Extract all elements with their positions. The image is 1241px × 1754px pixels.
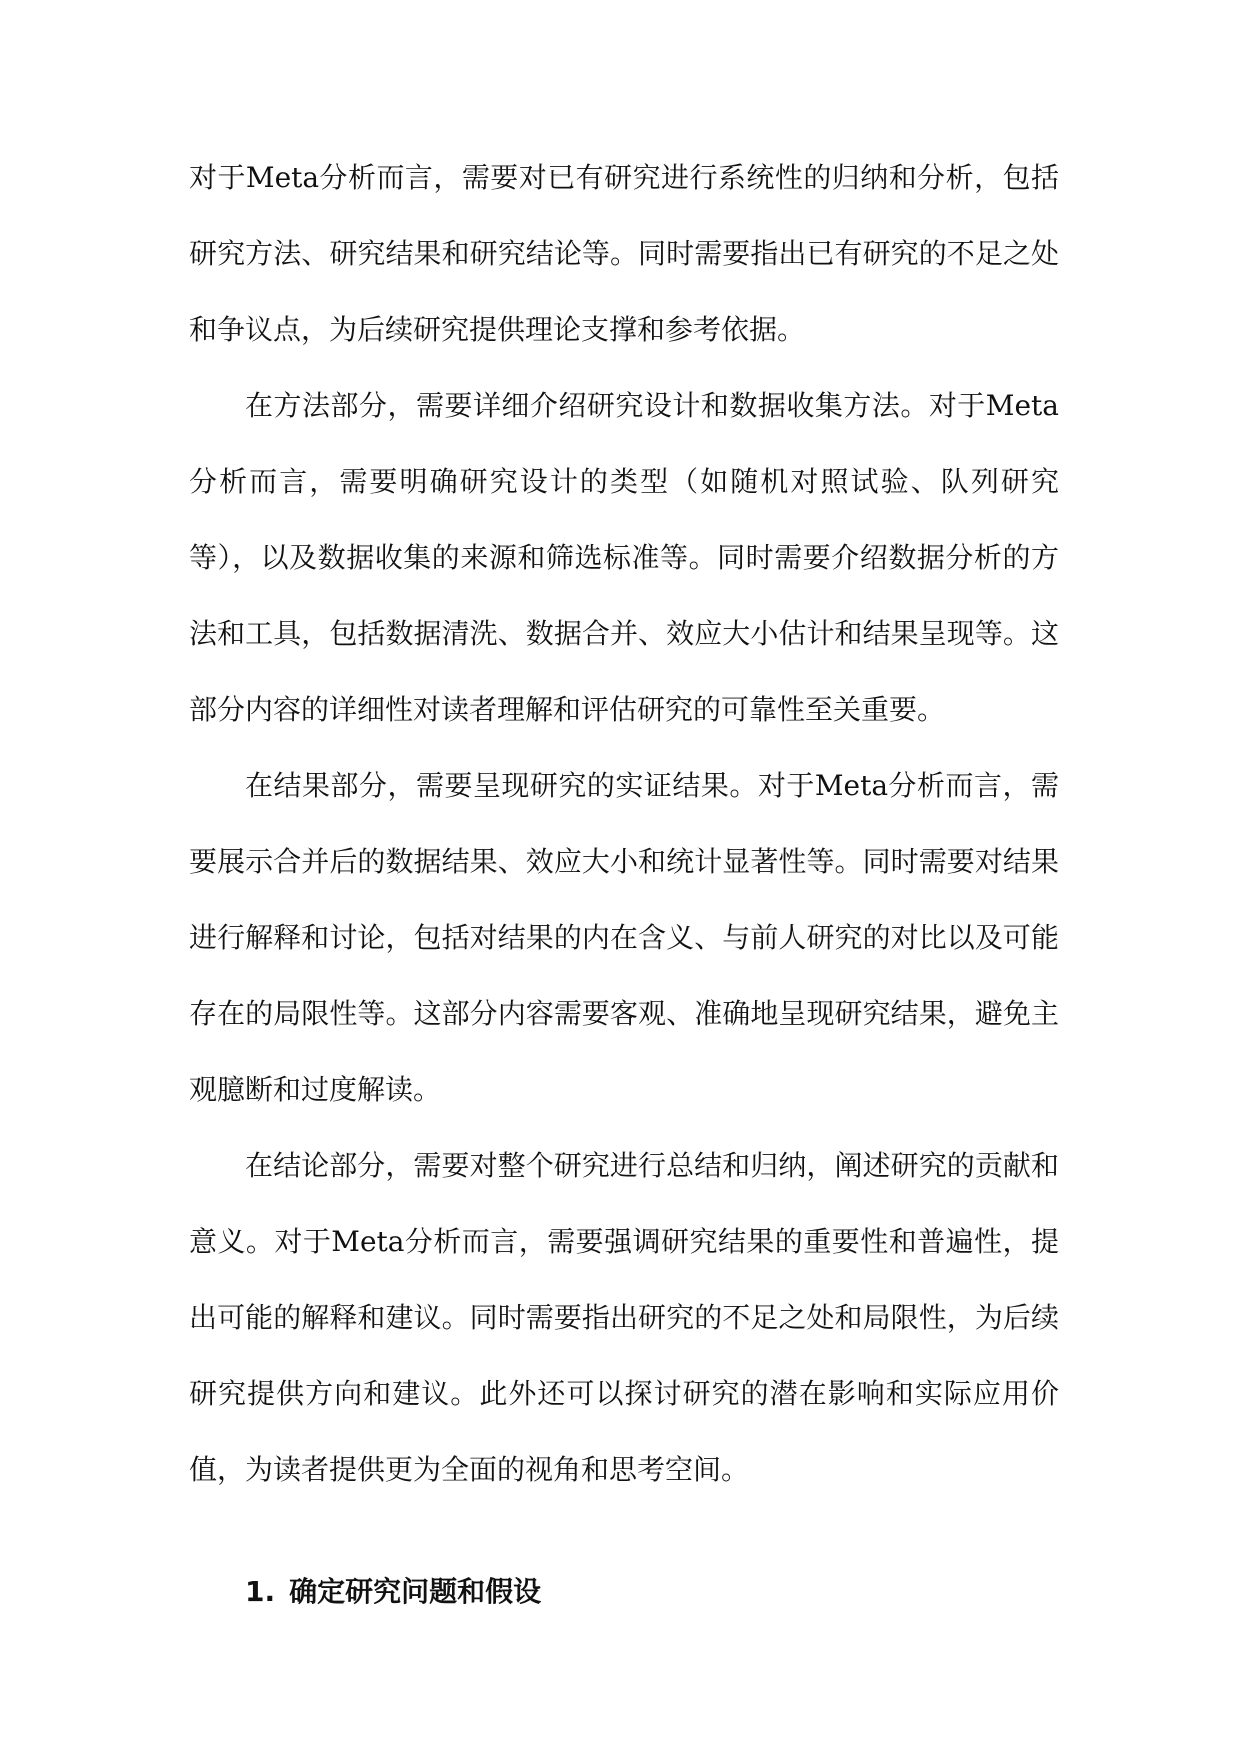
document-body (189, 140, 1059, 1630)
section-heading-text: 确定研究问题和假设 (289, 1575, 542, 1608)
section-heading-number: 1. (245, 1575, 276, 1608)
paragraph-methods: 在方法部分，需要详细介绍研究设计和数据收集方法。对于Meta分析而言，需要明确研究设计的类型（如随机对照试验、队列研究等），以及数据收集的来源和筛选标准等。同时需要介绍数据分析的方法和工具，包括数据清洗、数据合并、效应大小估计和结果呈现等。这部分内容的详细性对读者理解和评估研究的可靠性至关重要。 (189, 389, 1059, 726)
paragraph-conclusion: 在结论部分，需要对整个研究进行总结和归纳，阐述研究的贡献和意义。对于Meta分析而言，需要强调研究结果的重要性和普遍性，提出可能的解释和建议。同时需要指出研究的不足之处和局限性，为后续研究提供方向和建议。此外还可以探讨研究的潜在影响和实际应用价值，为读者提供更为全面的视角和思考空间。 (189, 1149, 1059, 1486)
paragraph-results: 在结果部分，需要呈现研究的实证结果。对于Meta分析而言，需要展示合并后的数据结果、效应大小和统计显著性等。同时需要对结果进行解释和讨论，包括对结果的内在含义、与前人研究的对比以及可能存在的局限性等。这部分内容需要客观、准确地呈现研究结果，避免主观臆断和过度解读。 (189, 769, 1059, 1106)
paragraph-literature-review: 对于Meta分析而言，需要对已有研究进行系统性的归纳和分析，包括研究方法、研究结果和研究结论等。同时需要指出已有研究的不足之处和争议点，为后续研究提供理论支撑和参考依据。 (189, 161, 1059, 346)
section-heading (189, 1554, 1059, 1630)
